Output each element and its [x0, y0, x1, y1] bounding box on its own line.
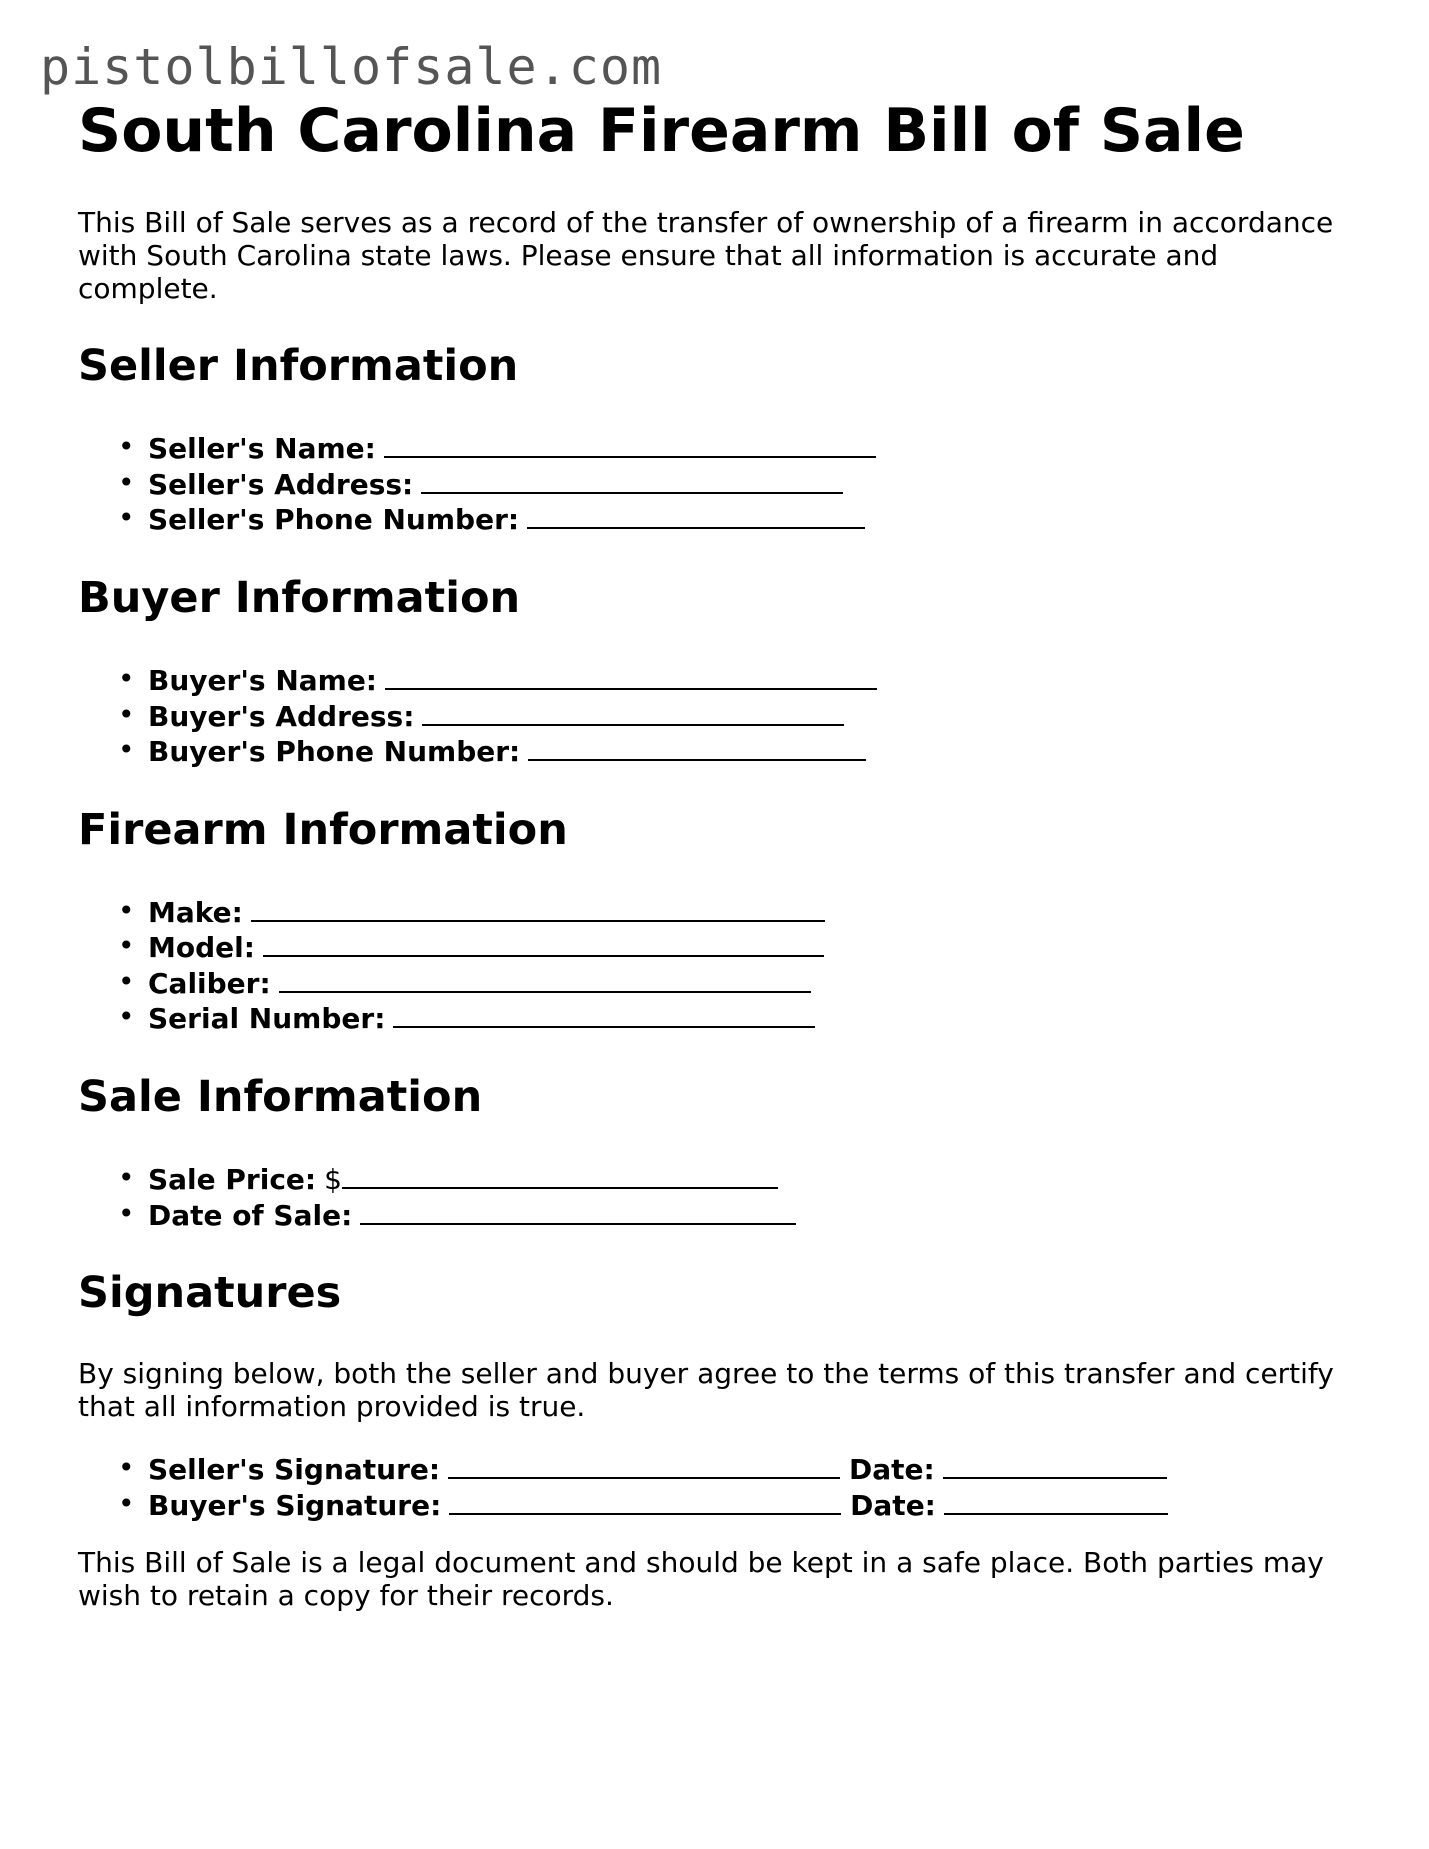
buyer-section-heading: Buyer Information: [78, 572, 521, 623]
sale-fields-list: [78, 1161, 1348, 1232]
firearm-serial-label: Serial Number:: [148, 1002, 386, 1036]
buyer-fields-list: [78, 662, 1348, 769]
document-title: South Carolina Firearm Bill of Sale: [78, 96, 1245, 166]
buyer-name-blank[interactable]: [385, 662, 877, 690]
seller-name-label: Seller's Name:: [148, 432, 376, 466]
seller-signature-item: [148, 1451, 1348, 1487]
buyer-phone-label: Buyer's Phone Number:: [148, 735, 521, 769]
buyer-address-label: Buyer's Address:: [148, 699, 415, 733]
signatures-paragraph: By signing below, both the seller and buyer agree to the terms of this transfer and certify that all information provided is true.: [78, 1357, 1334, 1424]
intro-paragraph: This Bill of Sale serves as a record of the transfer of ownership of a firearm in accordance with South Carolina state laws. Please ensure that all information is accurate and complete.: [78, 206, 1334, 305]
bill-of-sale-document: [78, 98, 1348, 1612]
firearm-section-heading: Firearm Information: [78, 804, 568, 855]
seller-phone-label: Seller's Phone Number:: [148, 503, 520, 537]
sale-section-heading: Sale Information: [78, 1071, 483, 1122]
buyer-date-label: Date:: [850, 1488, 936, 1522]
signature-fields-list: [78, 1451, 1348, 1522]
buyer-name-label: Buyer's Name:: [148, 664, 378, 698]
seller-signature-blank[interactable]: [448, 1451, 840, 1479]
sale-price-item: [148, 1161, 1348, 1197]
firearm-make-label: Make:: [148, 895, 243, 929]
sale-price-blank[interactable]: [342, 1161, 778, 1189]
buyer-signature-label: Buyer's Signature:: [148, 1488, 442, 1522]
firearm-model-blank[interactable]: [263, 929, 824, 957]
buyer-signature-item: [148, 1487, 1348, 1523]
seller-phone-blank[interactable]: [527, 501, 865, 529]
seller-name-blank[interactable]: [384, 430, 876, 458]
sale-date-blank[interactable]: [360, 1197, 796, 1225]
seller-address-blank[interactable]: [421, 466, 843, 494]
signatures-section-heading: Signatures: [78, 1268, 342, 1319]
firearm-model-label: Model:: [148, 931, 255, 965]
seller-date-blank[interactable]: [943, 1451, 1167, 1479]
buyer-name-item: [148, 662, 1348, 698]
sale-date-label: Date of Sale:: [148, 1198, 353, 1232]
seller-phone-item: [148, 501, 1348, 537]
seller-name-item: [148, 430, 1348, 466]
buyer-phone-item: [148, 733, 1348, 769]
site-watermark: pistolbillofsale.com: [40, 38, 663, 96]
seller-section-heading: Seller Information: [78, 341, 519, 391]
sale-price-label: Sale Price:: [148, 1163, 317, 1197]
firearm-make-blank[interactable]: [251, 894, 825, 922]
seller-signature-label: Seller's Signature:: [148, 1453, 441, 1487]
firearm-caliber-label: Caliber:: [148, 966, 271, 1000]
firearm-model-item: [148, 929, 1348, 965]
buyer-address-item: [148, 698, 1348, 734]
currency-prefix: $: [324, 1163, 342, 1197]
firearm-fields-list: [78, 894, 1348, 1036]
sale-date-item: [148, 1197, 1348, 1233]
seller-address-label: Seller's Address:: [148, 467, 414, 501]
buyer-phone-blank[interactable]: [528, 733, 866, 761]
buyer-date-blank[interactable]: [944, 1487, 1168, 1515]
firearm-caliber-blank[interactable]: [279, 965, 811, 993]
seller-address-item: [148, 466, 1348, 502]
seller-date-label: Date:: [849, 1453, 935, 1487]
firearm-caliber-item: [148, 965, 1348, 1001]
firearm-serial-item: [148, 1000, 1348, 1036]
buyer-address-blank[interactable]: [422, 698, 844, 726]
firearm-serial-blank[interactable]: [393, 1000, 815, 1028]
closing-paragraph: This Bill of Sale is a legal document and should be kept in a safe place. Both parties may wish to retain a copy for their records.: [78, 1546, 1324, 1613]
buyer-signature-blank[interactable]: [449, 1487, 841, 1515]
firearm-make-item: [148, 894, 1348, 930]
seller-fields-list: [78, 430, 1348, 537]
